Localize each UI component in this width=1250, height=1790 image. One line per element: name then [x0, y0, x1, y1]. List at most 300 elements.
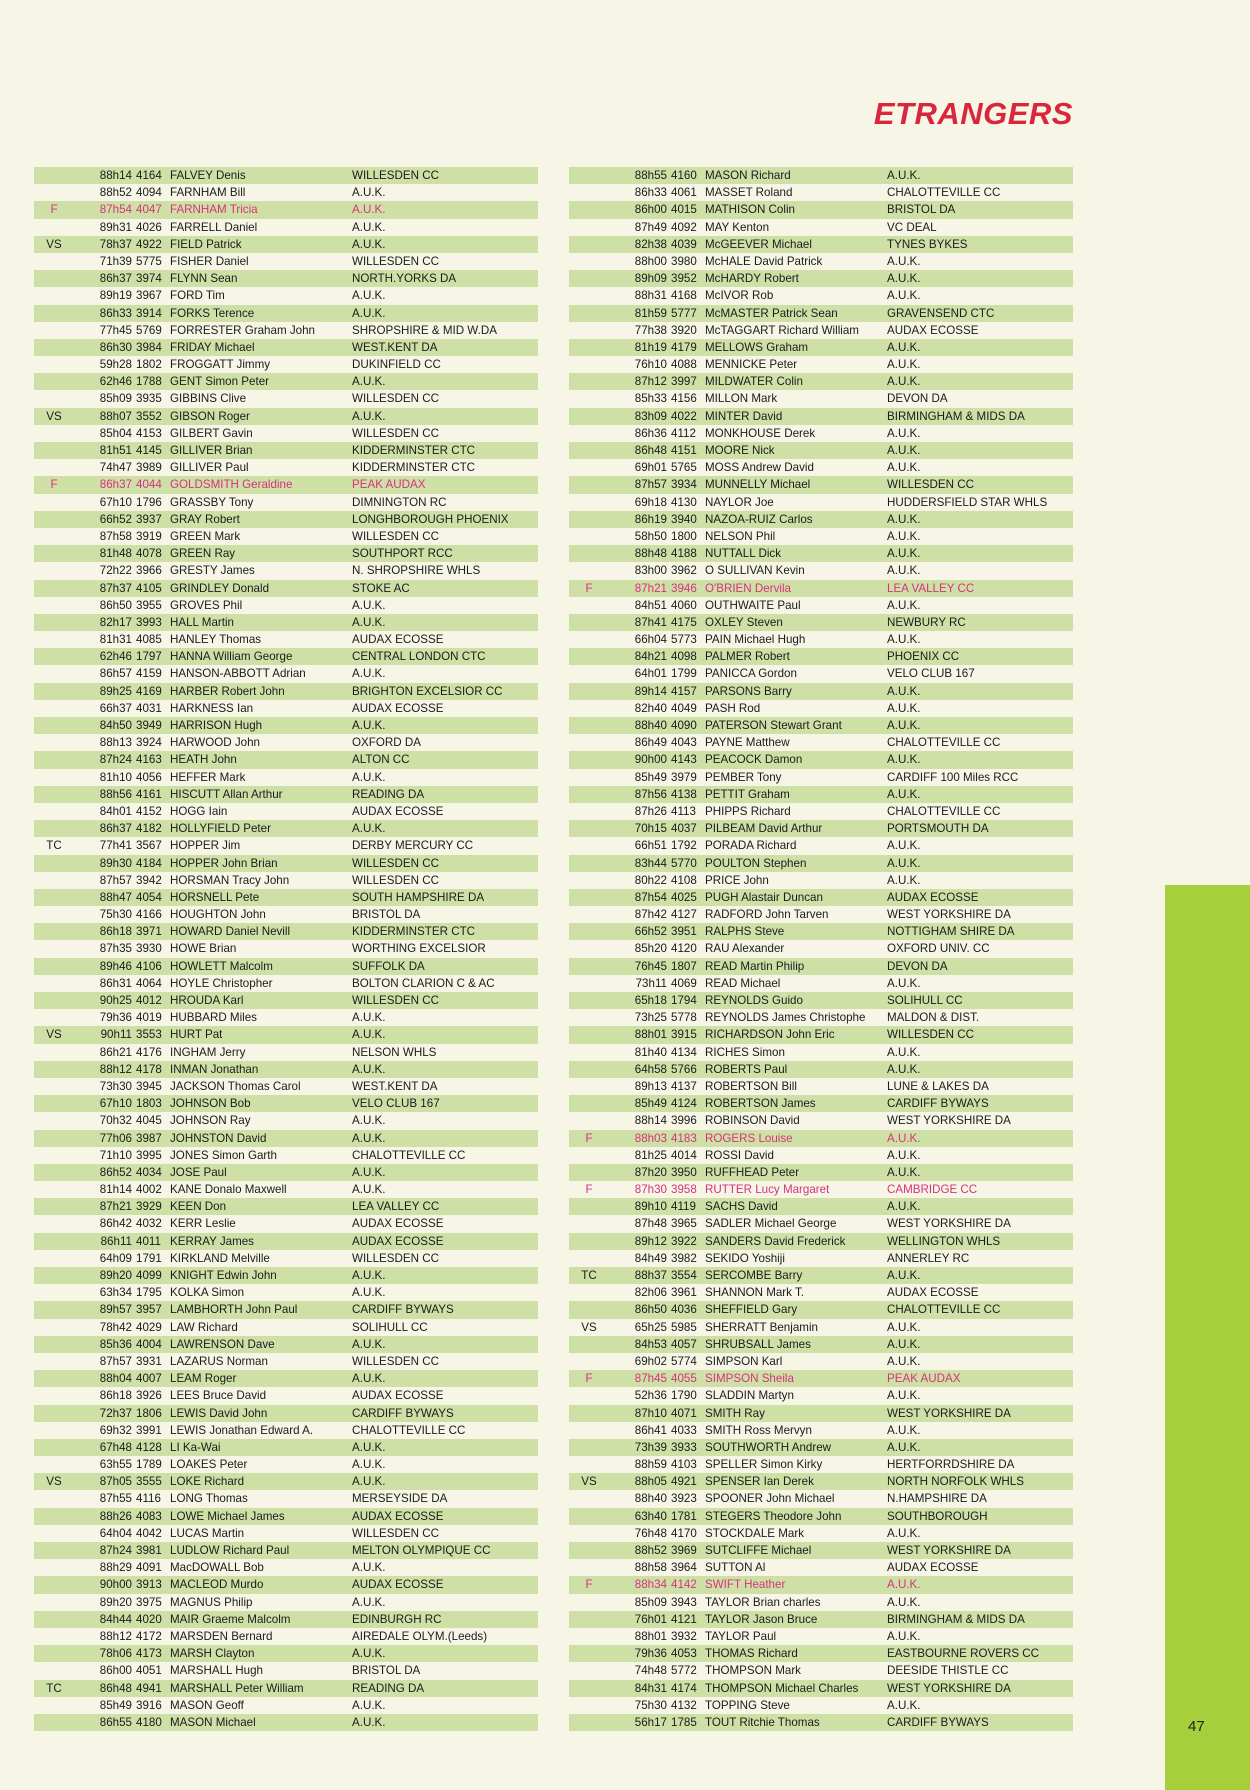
- frame-number: 1795: [136, 1286, 162, 1300]
- rider-name: LOAKES Peter: [170, 1458, 248, 1472]
- club-name: OXFORD UNIV. CC: [887, 942, 990, 956]
- finish-time: 59h28: [99, 358, 132, 372]
- club-name: AUDAX ECOSSE: [887, 323, 979, 337]
- club-name: A.U.K.: [887, 633, 921, 647]
- category-flag: VS: [46, 237, 62, 251]
- club-name: DUKINFIELD CC: [352, 358, 441, 372]
- club-name: A.U.K.: [887, 1165, 921, 1179]
- finish-time: 85h36: [99, 1337, 132, 1351]
- table-row: [34, 1405, 538, 1422]
- finish-time: 88h00: [634, 254, 667, 268]
- finish-time: 87h35: [99, 942, 132, 956]
- table-row: [34, 855, 538, 872]
- frame-number: 3993: [136, 615, 162, 629]
- finish-time: 86h57: [99, 667, 132, 681]
- table-row: [569, 1078, 1073, 1095]
- table-row: [34, 1370, 538, 1387]
- frame-number: 3929: [136, 1200, 162, 1214]
- rider-name: RICHES Simon: [705, 1045, 785, 1059]
- rider-name: RAU Alexander: [705, 942, 785, 956]
- frame-number: 4094: [136, 186, 162, 200]
- club-name: A.U.K.: [352, 1028, 386, 1042]
- frame-number: 3919: [136, 529, 162, 543]
- frame-number: 4060: [671, 598, 697, 612]
- table-row: [569, 717, 1073, 734]
- table-row: [34, 648, 538, 665]
- finish-time: 74h48: [634, 1664, 667, 1678]
- rider-name: READ Michael: [705, 976, 781, 990]
- finish-time: 88h13: [99, 736, 132, 750]
- finish-time: 87h26: [634, 804, 667, 818]
- table-row: [569, 1439, 1073, 1456]
- table-row: [34, 665, 538, 682]
- finish-time: 73h25: [634, 1011, 667, 1025]
- club-name: A.U.K.: [352, 409, 386, 423]
- frame-number: 3995: [136, 1148, 162, 1162]
- frame-number: 3981: [136, 1544, 162, 1557]
- finish-time: 86h37: [99, 822, 132, 836]
- club-name: WILLESDEN CC: [352, 1251, 439, 1265]
- finish-time: 73h39: [634, 1440, 667, 1454]
- frame-number: 3932: [671, 1629, 697, 1643]
- rider-name: KNIGHT Edwin John: [170, 1269, 277, 1282]
- table-row: [569, 356, 1073, 373]
- rider-name: RALPHS Steve: [705, 925, 785, 939]
- table-row: [34, 769, 538, 786]
- table-row: [34, 1044, 538, 1061]
- finish-time: 88h12: [99, 1062, 132, 1076]
- club-name: A.U.K.: [887, 1200, 921, 1214]
- table-row: [34, 1456, 538, 1473]
- rider-name: PHIPPS Richard: [705, 804, 791, 818]
- rider-name: LI Ka-Wai: [170, 1440, 221, 1454]
- club-name: A.U.K.: [887, 684, 921, 698]
- finish-time: 88h52: [99, 186, 132, 200]
- table-row: [569, 184, 1073, 201]
- frame-number: 3553: [136, 1028, 162, 1042]
- table-row: [34, 1164, 538, 1181]
- club-name: A.U.K.: [887, 1269, 921, 1282]
- rider-name: MOORE Nick: [705, 444, 775, 457]
- finish-time: 87h24: [99, 753, 132, 767]
- finish-time: 63h40: [634, 1509, 667, 1523]
- finish-time: 88h56: [99, 787, 132, 801]
- club-name: AUDAX ECOSSE: [352, 804, 444, 818]
- finish-time: 85h04: [99, 426, 132, 440]
- frame-number: 4137: [671, 1079, 697, 1093]
- club-name: STOKE AC: [352, 581, 410, 595]
- finish-time: 84h21: [634, 650, 667, 664]
- table-row: [34, 1542, 538, 1559]
- club-name: A.U.K.: [352, 1647, 386, 1661]
- frame-number: 3979: [671, 770, 697, 784]
- finish-time: 63h55: [99, 1458, 132, 1472]
- finish-time: 66h52: [99, 512, 132, 526]
- finish-time: 90h00: [634, 753, 667, 767]
- category-flag: TC: [46, 1681, 62, 1695]
- club-name: CHALOTTEVILLE CC: [887, 1303, 1001, 1317]
- table-row: [569, 992, 1073, 1009]
- table-row: [569, 1456, 1073, 1473]
- rider-name: GOLDSMITH Geraldine: [170, 478, 293, 492]
- finish-time: 66h04: [634, 633, 667, 647]
- frame-number: 4183: [671, 1131, 697, 1145]
- rider-name: KERR Leslie: [170, 1217, 236, 1231]
- club-name: A.U.K.: [352, 1440, 386, 1454]
- rider-name: HOYLE Christopher: [170, 976, 273, 990]
- finish-time: 86h36: [634, 426, 667, 440]
- category-flag: VS: [46, 1475, 62, 1489]
- frame-number: 4014: [671, 1148, 697, 1162]
- frame-number: 4020: [136, 1612, 162, 1626]
- frame-number: 1789: [136, 1458, 162, 1472]
- rider-name: HOWARD Daniel Nevill: [170, 925, 291, 939]
- club-name: ANNERLEY RC: [887, 1251, 970, 1265]
- frame-number: 3555: [136, 1475, 162, 1489]
- frame-number: 5769: [136, 323, 162, 337]
- frame-number: 3933: [671, 1440, 697, 1454]
- table-row: [34, 562, 538, 579]
- finish-time: 86h30: [99, 340, 132, 354]
- rider-name: RICHARDSON John Eric: [705, 1028, 835, 1042]
- frame-number: 1797: [136, 650, 162, 664]
- finish-time: 87h30: [634, 1183, 667, 1197]
- table-row: [569, 975, 1073, 992]
- finish-time: 84h51: [634, 598, 667, 612]
- table-row: [569, 322, 1073, 339]
- frame-number: 1800: [671, 529, 697, 543]
- rider-name: LAMBHORTH John Paul: [170, 1303, 298, 1317]
- club-name: MERSEYSIDE DA: [352, 1492, 448, 1506]
- club-name: A.U.K.: [352, 1698, 386, 1712]
- rider-name: LOKE Richard: [170, 1475, 245, 1489]
- rider-name: SPENSER Ian Derek: [705, 1475, 814, 1489]
- table-row: [34, 1439, 538, 1456]
- table-row: [34, 459, 538, 476]
- rider-name: MARSHALL Peter William: [170, 1681, 304, 1695]
- rider-name: FARRELL Daniel: [170, 220, 258, 234]
- frame-number: 3967: [136, 289, 162, 303]
- rider-name: LUDLOW Richard Paul: [170, 1544, 290, 1557]
- frame-number: 3923: [671, 1492, 697, 1506]
- rider-name: PORADA Richard: [705, 839, 797, 853]
- frame-number: 3996: [671, 1114, 697, 1128]
- club-name: AUDAX ECOSSE: [352, 701, 444, 715]
- table-row: [34, 1525, 538, 1542]
- rider-name: JONES Simon Garth: [170, 1148, 277, 1162]
- finish-time: 82h38: [634, 237, 667, 251]
- club-name: LUNE & LAKES DA: [887, 1079, 989, 1093]
- club-name: A.U.K.: [887, 1337, 921, 1351]
- finish-time: 84h50: [99, 719, 132, 732]
- table-row: [569, 1061, 1073, 1078]
- category-flag: F: [585, 1131, 593, 1145]
- finish-time: 66h37: [99, 701, 132, 715]
- club-name: DEESIDE THISTLE CC: [887, 1664, 1009, 1678]
- club-name: A.U.K.: [887, 1131, 921, 1145]
- club-name: OXFORD DA: [352, 736, 421, 750]
- frame-number: 4134: [671, 1045, 697, 1059]
- table-row: [569, 270, 1073, 287]
- finish-time: 69h01: [634, 461, 667, 475]
- rider-name: McMASTER Patrick Sean: [705, 306, 838, 320]
- club-name: A.U.K.: [887, 1148, 921, 1162]
- frame-number: 4124: [671, 1097, 697, 1111]
- rider-name: INMAN Jonathan: [170, 1062, 259, 1076]
- rider-name: OXLEY Steven: [705, 615, 783, 629]
- frame-number: 1802: [136, 358, 162, 372]
- rider-name: OUTHWAITE Paul: [705, 598, 801, 612]
- finish-time: 86h18: [99, 925, 132, 939]
- finish-time: 88h37: [634, 1269, 667, 1282]
- rider-name: FRIDAY Michael: [170, 340, 255, 354]
- table-row: [34, 700, 538, 717]
- table-row: [569, 1198, 1073, 1215]
- rider-name: INGHAM Jerry: [170, 1045, 246, 1059]
- finish-time: 76h01: [634, 1612, 667, 1626]
- rider-name: MELLOWS Graham: [705, 340, 809, 354]
- rider-name: HEFFER Mark: [170, 770, 246, 784]
- frame-number: 3964: [671, 1561, 697, 1575]
- finish-time: 86h33: [634, 186, 667, 200]
- club-name: LONGHBOROUGH PHOENIX: [352, 512, 509, 526]
- rider-name: LUCAS Martin: [170, 1526, 245, 1540]
- rider-name: PEACOCK Damon: [705, 753, 803, 767]
- finish-time: 62h46: [99, 375, 132, 389]
- rider-name: HOWLETT Malcolm: [170, 959, 273, 973]
- finish-time: 83h00: [634, 564, 667, 578]
- frame-number: 4039: [671, 237, 697, 251]
- table-row: [569, 734, 1073, 751]
- club-name: WILLESDEN CC: [352, 856, 439, 870]
- frame-number: 4031: [136, 701, 162, 715]
- club-name: NORTH NORFOLK WHLS: [887, 1475, 1024, 1489]
- table-row: [34, 717, 538, 734]
- club-name: AUDAX ECOSSE: [352, 1217, 444, 1231]
- rider-name: SEKIDO Yoshiji: [705, 1251, 785, 1265]
- club-name: A.U.K.: [352, 1062, 386, 1076]
- club-name: WORTHING EXCELSIOR: [352, 942, 486, 956]
- frame-number: 3974: [136, 272, 162, 286]
- finish-time: 86h49: [634, 736, 667, 750]
- rider-name: HORSMAN Tracy John: [170, 873, 290, 887]
- rider-name: HORSNELL Pete: [170, 890, 260, 904]
- club-name: A.U.K.: [887, 529, 921, 543]
- club-name: A.U.K.: [887, 375, 921, 389]
- rider-name: HARWOOD John: [170, 736, 260, 750]
- finish-time: 88h52: [634, 1544, 667, 1557]
- table-row: [34, 992, 538, 1009]
- club-name: A.U.K.: [887, 169, 921, 182]
- finish-time: 73h11: [635, 976, 667, 990]
- frame-number: 4941: [136, 1681, 162, 1695]
- finish-time: 87h55: [99, 1492, 132, 1506]
- frame-number: 1781: [671, 1509, 697, 1523]
- table-row: [34, 631, 538, 648]
- rider-name: SHANNON Mark T.: [705, 1286, 804, 1300]
- club-name: DEVON DA: [887, 392, 948, 406]
- table-row: [34, 1594, 538, 1611]
- club-name: CHALOTTEVILLE CC: [887, 736, 1001, 750]
- club-name: BIRMINGHAM & MIDS DA: [887, 1612, 1025, 1626]
- frame-number: 4128: [136, 1440, 162, 1454]
- rider-name: HROUDA Karl: [170, 994, 244, 1007]
- table-row: [569, 1095, 1073, 1112]
- finish-time: 87h57: [634, 478, 667, 492]
- table-row: [34, 287, 538, 304]
- table-row: [569, 1250, 1073, 1267]
- rider-name: PAYNE Matthew: [705, 736, 790, 750]
- table-row: [569, 1233, 1073, 1250]
- frame-number: 4116: [136, 1492, 161, 1506]
- club-name: A.U.K.: [352, 306, 386, 320]
- finish-time: 85h49: [634, 770, 667, 784]
- club-name: A.U.K.: [887, 1045, 921, 1059]
- table-row: [34, 1628, 538, 1645]
- frame-number: 4113: [671, 804, 696, 818]
- finish-time: 88h40: [634, 1492, 667, 1506]
- rider-name: ROBERTSON James: [705, 1097, 816, 1111]
- table-row: [34, 820, 538, 837]
- club-name: CHALOTTEVILLE CC: [352, 1423, 466, 1437]
- club-name: A.U.K.: [352, 1011, 386, 1025]
- rider-name: FORD Tim: [170, 289, 225, 303]
- club-name: A.U.K.: [887, 719, 921, 732]
- rider-name: SANDERS David Frederick: [705, 1234, 846, 1248]
- frame-number: 4176: [136, 1045, 162, 1059]
- table-row: [34, 184, 538, 201]
- rider-name: PANICCA Gordon: [705, 667, 797, 681]
- frame-number: 4015: [671, 203, 697, 217]
- category-flag: F: [585, 581, 593, 595]
- finish-time: 88h48: [634, 547, 667, 561]
- table-row: [569, 1422, 1073, 1439]
- table-row: [34, 580, 538, 597]
- club-name: A.U.K.: [887, 1062, 921, 1076]
- rider-name: REYNOLDS Guido: [705, 994, 803, 1007]
- finish-time: 79h36: [634, 1647, 667, 1661]
- finish-time: 87h49: [634, 220, 667, 234]
- finish-time: 78h42: [99, 1320, 132, 1334]
- frame-number: 3942: [136, 873, 162, 887]
- club-name: SHROPSHIRE & MID W.DA: [352, 323, 497, 337]
- club-name: CAMBRIDGE CC: [887, 1183, 978, 1197]
- table-row: [569, 889, 1073, 906]
- frame-number: 4132: [671, 1698, 697, 1712]
- club-name: A.U.K.: [887, 1440, 921, 1454]
- table-row: [569, 476, 1073, 493]
- frame-number: 3915: [671, 1028, 697, 1042]
- frame-number: 3958: [671, 1183, 697, 1197]
- table-row: [34, 1267, 538, 1284]
- rider-name: HARKNESS Ian: [170, 701, 254, 715]
- table-row: [34, 270, 538, 287]
- club-name: A.U.K.: [887, 856, 921, 870]
- sidebar-bar: [1165, 885, 1250, 1790]
- finish-time: 89h12: [634, 1234, 667, 1248]
- rider-name: SHRUBSALL James: [705, 1337, 811, 1351]
- frame-number: 1791: [136, 1251, 162, 1265]
- club-name: A.U.K.: [887, 701, 921, 715]
- club-name: READING DA: [352, 1681, 425, 1695]
- frame-number: 4044: [136, 478, 162, 492]
- frame-number: 4061: [671, 186, 697, 200]
- rider-name: MAY Kenton: [705, 220, 770, 234]
- club-name: A.U.K.: [887, 1578, 921, 1592]
- table-row: [569, 459, 1073, 476]
- category-flag: VS: [581, 1475, 597, 1489]
- club-name: A.U.K.: [887, 1320, 921, 1334]
- club-name: A.U.K.: [887, 272, 921, 286]
- frame-number: 3931: [136, 1354, 162, 1368]
- rider-name: NUTTALL Dick: [705, 547, 782, 561]
- club-name: A.U.K.: [887, 444, 921, 457]
- rider-name: TOPPING Steve: [705, 1698, 790, 1712]
- table-row: [569, 1680, 1073, 1697]
- rider-name: MUNNELLY Michael: [705, 478, 811, 492]
- table-row: [569, 1559, 1073, 1576]
- rider-name: MacDOWALL Bob: [170, 1561, 264, 1575]
- rider-name: GREEN Mark: [170, 529, 241, 543]
- table-row: [34, 511, 538, 528]
- club-name: A.U.K.: [352, 719, 386, 732]
- rider-name: PILBEAM David Arthur: [705, 822, 823, 836]
- rider-name: PARSONS Barry: [705, 684, 792, 698]
- frame-number: 4049: [671, 701, 697, 715]
- table-row: [34, 1147, 538, 1164]
- finish-time: 67h10: [99, 495, 132, 509]
- table-row: [34, 1473, 538, 1490]
- table-row: [569, 545, 1073, 562]
- frame-number: 4091: [136, 1561, 162, 1575]
- table-row: [34, 494, 538, 511]
- table-row: [34, 356, 538, 373]
- finish-time: 88h26: [99, 1509, 132, 1523]
- finish-time: 70h32: [99, 1114, 132, 1128]
- frame-number: 4151: [671, 444, 697, 457]
- table-row: [569, 1267, 1073, 1284]
- frame-number: 4178: [136, 1062, 162, 1076]
- table-row: [569, 906, 1073, 923]
- frame-number: 4099: [136, 1269, 162, 1282]
- club-name: PHOENIX CC: [887, 650, 960, 664]
- finish-time: 87h05: [99, 1475, 132, 1489]
- table-row: [569, 167, 1073, 184]
- finish-time: 87h10: [634, 1406, 667, 1420]
- frame-number: 3922: [671, 1234, 697, 1248]
- frame-number: 3552: [136, 409, 162, 423]
- frame-number: 3991: [136, 1423, 162, 1437]
- club-name: A.U.K.: [887, 1423, 921, 1437]
- rider-name: MASON Michael: [170, 1715, 256, 1729]
- frame-number: 4051: [136, 1664, 162, 1678]
- finish-time: 52h36: [634, 1389, 667, 1403]
- results-column-left: [34, 167, 538, 1731]
- table-row: [34, 1336, 538, 1353]
- rider-name: HOWE Brian: [170, 942, 237, 956]
- club-name: A.U.K.: [352, 203, 386, 217]
- finish-time: 85h49: [634, 1097, 667, 1111]
- finish-time: 88h01: [634, 1028, 667, 1042]
- table-row: [34, 1215, 538, 1232]
- rider-name: HANLEY Thomas: [170, 633, 262, 647]
- table-row: [569, 305, 1073, 322]
- club-name: BIRMINGHAM & MIDS DA: [887, 409, 1025, 423]
- table-row: [569, 1576, 1073, 1593]
- rider-name: SWIFT Heather: [705, 1578, 786, 1592]
- category-flag: F: [585, 1578, 593, 1592]
- table-row: [34, 528, 538, 545]
